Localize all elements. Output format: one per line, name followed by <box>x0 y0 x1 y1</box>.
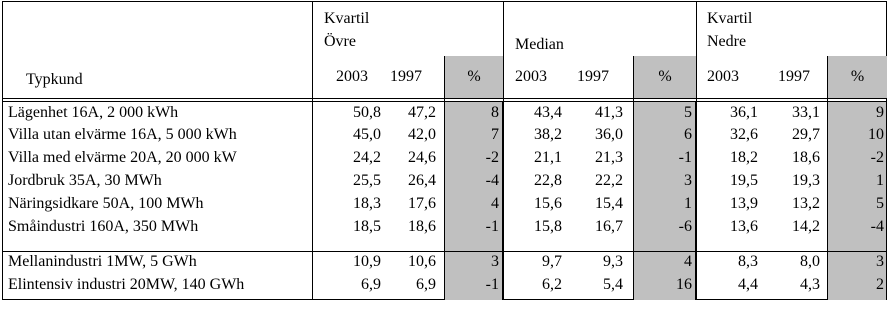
header-typkund: Typkund <box>26 71 83 88</box>
table-cell: 15,4 <box>595 195 623 212</box>
table-cell: 21,1 <box>534 149 562 166</box>
row-label: Näringsidkare 50A, 100 MWh <box>8 195 204 212</box>
table-cell: 9,7 <box>542 253 562 270</box>
table-cell: -2 <box>485 149 499 166</box>
table-cell: 41,3 <box>595 104 623 121</box>
table-cell: 22,2 <box>595 172 623 189</box>
header-median-2003: 2003 <box>515 68 547 85</box>
table-cell: 32,6 <box>730 126 758 143</box>
table-cell: 14,2 <box>792 218 820 235</box>
header-lower-quartile-2: Nedre <box>707 33 747 50</box>
col-divider <box>696 1 697 300</box>
table-cell: 21,3 <box>595 149 623 166</box>
table-cell: 36,1 <box>730 104 758 121</box>
table-cell: 7 <box>491 126 499 143</box>
table-cell: 13,2 <box>792 195 820 212</box>
table-cell: 13,6 <box>730 218 758 235</box>
table-cell: 16 <box>676 276 692 293</box>
table-cell: 4 <box>491 195 499 212</box>
table-cell: 3 <box>876 253 884 270</box>
table-cell: 18,5 <box>353 218 381 235</box>
header-lower-quartile-1: Kvartil <box>707 10 753 27</box>
table-cell: 29,7 <box>792 126 820 143</box>
table-cell: 8 <box>491 104 499 121</box>
table-cell: 6,9 <box>416 276 436 293</box>
table-cell: 3 <box>491 253 499 270</box>
table-cell: 10 <box>868 126 884 143</box>
table-cell: 19,5 <box>730 172 758 189</box>
table-cell: 5 <box>876 195 884 212</box>
table-cell: 3 <box>684 172 692 189</box>
header-lower-2003: 2003 <box>707 68 739 85</box>
table-cell: 17,6 <box>408 195 436 212</box>
table-cell: 13,9 <box>730 195 758 212</box>
table-cell: 15,8 <box>534 218 562 235</box>
table-cell: 22,8 <box>534 172 562 189</box>
table-cell: -4 <box>870 218 884 235</box>
header-median: Median <box>515 36 564 53</box>
table-cell: 45,0 <box>353 126 381 143</box>
row-label: Småindustri 160A, 350 MWh <box>8 218 199 235</box>
table-cell: 42,0 <box>408 126 436 143</box>
header-upper-quartile-1: Kvartil <box>324 10 370 27</box>
table-cell: 19,3 <box>792 172 820 189</box>
table-cell: 8,3 <box>738 253 758 270</box>
table-cell: 43,4 <box>534 104 562 121</box>
header-lower-pct: % <box>850 68 865 85</box>
table-cell: 2 <box>876 276 884 293</box>
table-cell: 6 <box>684 126 692 143</box>
table-cell: 18,3 <box>353 195 381 212</box>
table-cell: 1 <box>876 172 884 189</box>
table-cell: 9 <box>876 104 884 121</box>
table-cell: 10,6 <box>408 253 436 270</box>
header-median-pct: % <box>658 68 672 85</box>
table-cell: 8,0 <box>800 253 820 270</box>
header-rule <box>2 101 887 102</box>
header-rule <box>2 98 887 99</box>
row-label: Lägenhet 16A, 2 000 kWh <box>8 104 179 121</box>
table-cell: -4 <box>485 172 499 189</box>
row-label: Villa utan elvärme 16A, 5 000 kWh <box>8 126 237 143</box>
table-cell: 4 <box>684 253 692 270</box>
table-cell: 9,3 <box>603 253 623 270</box>
header-median-1997: 1997 <box>577 68 609 85</box>
table-cell: 15,6 <box>534 195 562 212</box>
table-cell: 26,4 <box>408 172 436 189</box>
table-cell: -1 <box>678 149 692 166</box>
table-cell: 25,5 <box>353 172 381 189</box>
table-cell: 18,6 <box>408 218 436 235</box>
table-cell: 5,4 <box>603 276 623 293</box>
table-cell: 18,6 <box>792 149 820 166</box>
header-lower-1997: 1997 <box>778 68 810 85</box>
table-cell: 18,2 <box>730 149 758 166</box>
table-cell: 24,2 <box>353 149 381 166</box>
header-upper-quartile-2: Övre <box>324 33 356 50</box>
table-cell: -1 <box>485 218 499 235</box>
table-cell: 47,2 <box>408 104 436 121</box>
row-label: Jordbruk 35A, 30 MWh <box>8 172 162 189</box>
table-cell: 1 <box>684 195 692 212</box>
row-label: Villa med elvärme 20A, 20 000 kW <box>8 149 237 166</box>
table-cell: -6 <box>678 218 692 235</box>
table-cell: 33,1 <box>792 104 820 121</box>
row-label: Elintensiv industri 20MW, 140 GWh <box>8 276 245 293</box>
table-cell: 36,0 <box>595 126 623 143</box>
table-cell: 50,8 <box>353 104 381 121</box>
table-cell: 10,9 <box>353 253 381 270</box>
table-cell: 38,2 <box>534 126 562 143</box>
table-cell: 4,4 <box>738 276 758 293</box>
table-cell: 6,2 <box>542 276 562 293</box>
table-cell: 24,6 <box>408 149 436 166</box>
table-cell: 6,9 <box>361 276 381 293</box>
table-cell: 5 <box>684 104 692 121</box>
col-divider <box>312 1 313 300</box>
header-upper-2003: 2003 <box>336 68 368 85</box>
table-cell: 16,7 <box>595 218 623 235</box>
row-label: Mellanindustri 1MW, 5 GWh <box>8 253 197 270</box>
header-upper-pct: % <box>467 68 481 85</box>
header-upper-1997: 1997 <box>390 68 422 85</box>
table-cell: -1 <box>485 276 499 293</box>
table-cell: -2 <box>870 149 884 166</box>
table-cell: 4,3 <box>800 276 820 293</box>
